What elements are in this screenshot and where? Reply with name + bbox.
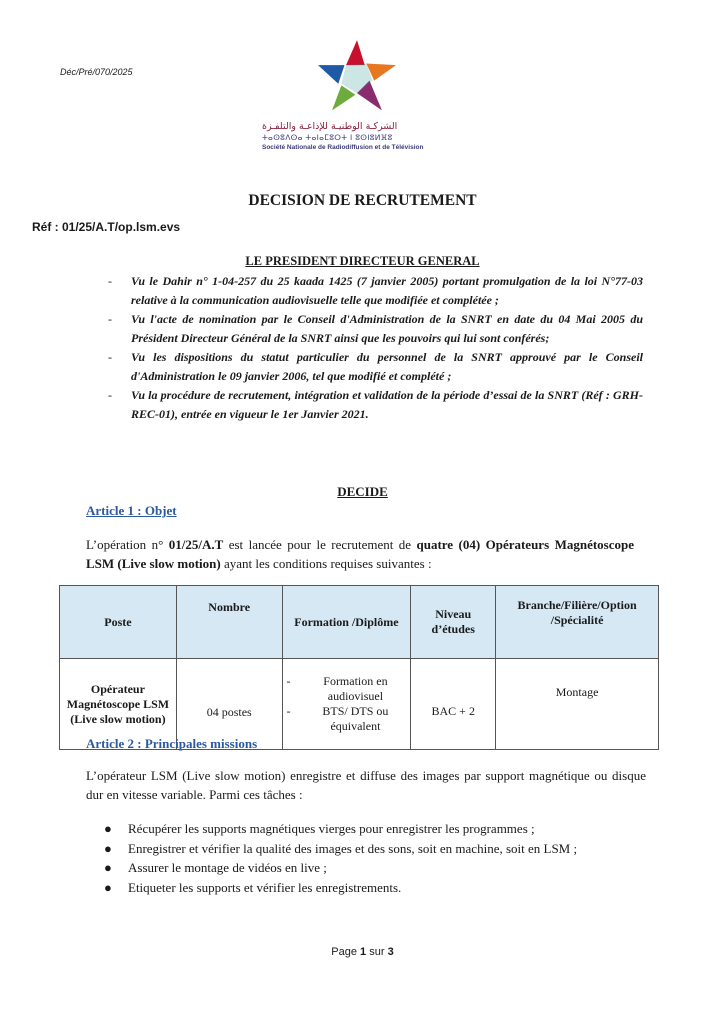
mission-text: Enregistrer et vérifier la qualité des images et des sons, soit en machine, soit en LSM ; (128, 840, 578, 856)
article-1-text-suffix: ayant les conditions requises suivantes : (220, 556, 432, 571)
bullet-icon: ● (104, 879, 112, 895)
list-item (102, 858, 662, 878)
visa-item: - Vu l'acte de nomination par le Conseil d'Administration de la SNRT en date du 04 Mai 2005 du Président Directeur Général de la SNRT ainsi que les pouvoirs qui lui sont conférés; (108, 312, 643, 345)
column-header-poste: Poste (60, 586, 177, 659)
article-1-heading: Article 1 : Objet (86, 503, 177, 518)
operation-number: 01/25/A.T (168, 537, 224, 552)
list-item (102, 878, 662, 898)
column-header-niveau: Niveau d’études (411, 586, 496, 659)
article-2-text: L’opérateur LSM (Live slow motion) enregistre et diffuse des images par support magnétique ou disque dur en vitesse variable. Parmi ces tâches : (86, 768, 646, 802)
mission-text: Récupérer les supports magnétiques vierges pour enregistrer les programmes ; (128, 821, 535, 836)
bullet-icon: ● (104, 840, 112, 856)
cell-formation (282, 659, 411, 750)
visa-text: Vu l'acte de nomination par le Conseil d'Administration de la SNRT en date du 04 Mai 2005 du Président Directeur Général de la SNRT ainsi que les pouvoirs qui lui sont conférés; (131, 312, 643, 345)
cell-nombre: 04 postes (176, 659, 282, 750)
visas-list (108, 272, 643, 424)
bullet-icon: ● (104, 821, 112, 836)
article-1-text-mid: est lancée pour le recrutement de (223, 537, 417, 552)
current-page-number: 1 (360, 946, 367, 958)
list-item (102, 819, 662, 839)
snrt-logo (318, 40, 396, 112)
footer-page-word: Page (331, 946, 357, 958)
table-header-row (60, 586, 659, 659)
organization-name-tifinagh: ⵜⴰⵙⵓⴷⵙⴰ ⵜⴰⵏⴰⵎⵓⵔⵜ ⵏ ⵓⵙⵏⵓⵍⴼⵓ (262, 133, 393, 142)
visa-item: - Vu la procédure de recrutement, intégration et validation de la période d’essai de la SNRT (Réf : GRH-REC-01), entrée en vigueur le 1er Janvier 2021. (108, 388, 643, 421)
formation-item-text: Formation en audiovisuel (323, 674, 388, 703)
missions-list (102, 819, 662, 897)
cell-niveau: BAC + 2 (411, 659, 496, 750)
formation-item-text: BTS/ DTS ou équivalent (322, 704, 389, 733)
decide-heading: DECIDE (337, 484, 388, 499)
cell-poste: Opérateur Magnétoscope LSM (Live slow motion) (60, 659, 177, 750)
article-2-heading: Article 2 : Principales missions (86, 736, 258, 751)
organization-name-french: Société Nationale de Radiodiffusion et de Télévision (262, 144, 424, 151)
organization-name-arabic: الشركـة الوطنيـة للإذاعـة والتلفـزة (262, 121, 398, 132)
list-item (102, 839, 662, 859)
president-heading: LE PRESIDENT DIRECTEUR GENERAL (245, 254, 480, 268)
mission-text: Assurer le montage de vidéos en live ; (128, 860, 327, 875)
column-header-branche: Branche/Filière/Option /Spécialité (496, 586, 659, 659)
recruitment-table (59, 585, 659, 750)
visa-text: Vu le Dahir n° 1-04-257 du 25 kaada 1425 (7 janvier 2005) portant promulgation de la loi N°77-03 relative à la communication audiovisuelle telle que modifiée et complétée ; (131, 274, 643, 307)
visa-text: Vu les dispositions du statut particulier du personnel de la SNRT approuvé par le Conseil d'Administration le 09 janvier 2006, tel que modifié et complété ; (131, 350, 643, 383)
document-title: DECISION DE RECRUTEMENT (248, 192, 477, 209)
cell-branche: Montage (496, 659, 659, 750)
formation-item: - Formation en audiovisuel (286, 674, 388, 703)
decision-reference: Réf : 01/25/A.T/op.lsm.evs (32, 220, 181, 234)
column-header-formation: Formation /Diplôme (282, 586, 411, 659)
visa-item: - Vu les dispositions du statut particulier du personnel de la SNRT approuvé par le Conseil d'Administration le 09 janvier 2006, tel que modifié et complété ; (108, 350, 643, 383)
article-1-text (86, 535, 634, 573)
article-1-text-prefix: L’opération n° (86, 537, 169, 552)
formation-item: - BTS/ DTS ou équivalent (286, 704, 389, 733)
total-pages: 3 (387, 946, 394, 958)
document-reference-code: Déc/Pré/070/2025 (60, 67, 133, 77)
bullet-icon: ● (104, 860, 112, 875)
mission-text: Etiqueter les supports et vérifier les enregistrements. (128, 879, 402, 895)
recruitment-quantity: quatre (04) Opérateurs Magnétoscope LSM (Live slow motion) (86, 537, 634, 571)
column-header-nombre: Nombre (176, 586, 282, 659)
footer-of-word: sur (369, 946, 385, 958)
visa-item: - Vu le Dahir n° 1-04-257 du 25 kaada 1425 (7 janvier 2005) portant promulgation de la loi N°77-03 relative à la communication audiovisuelle telle que modifiée et complétée ; (108, 274, 643, 307)
page-footer (0, 946, 725, 958)
visa-text: Vu la procédure de recrutement, intégration et validation de la période d’essai de la SNRT (Réf : GRH-REC-01), entrée en vigueur le 1er Janvier 2021. (131, 388, 643, 421)
